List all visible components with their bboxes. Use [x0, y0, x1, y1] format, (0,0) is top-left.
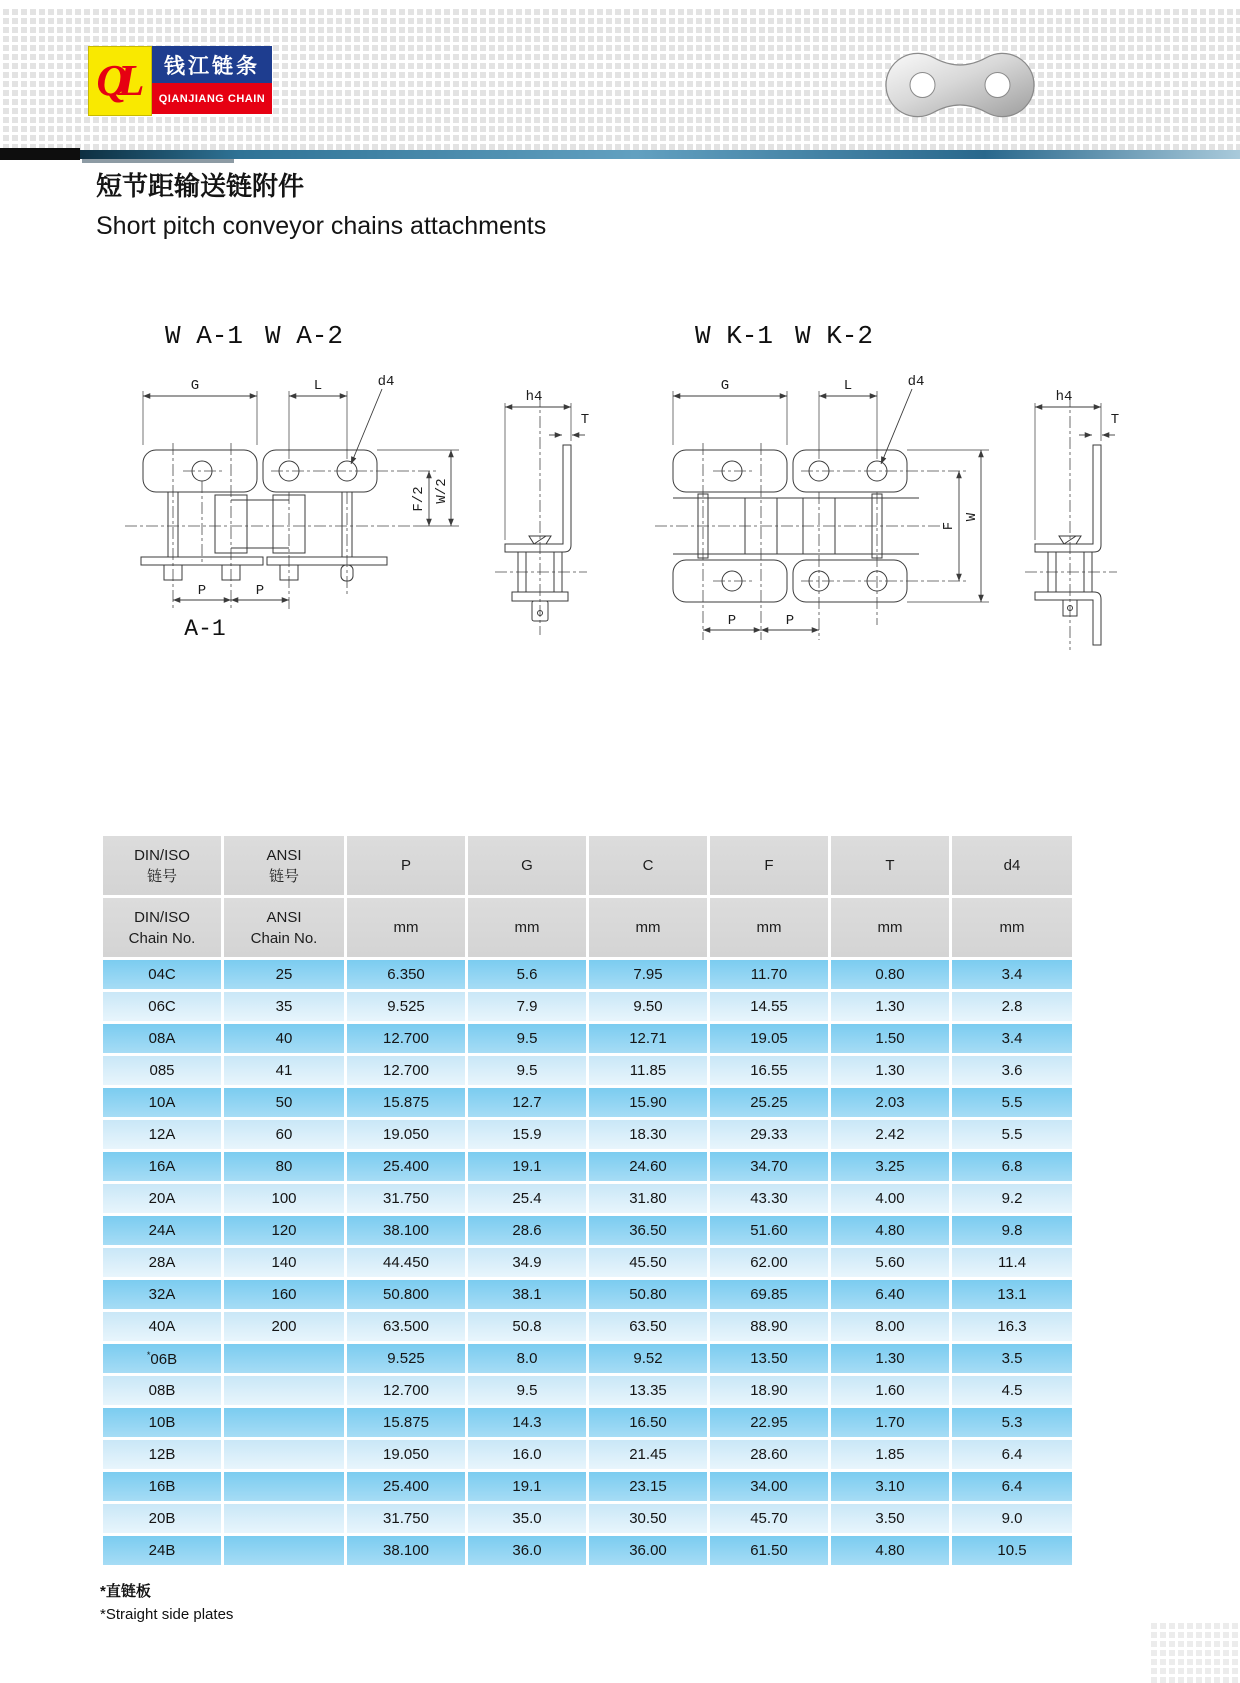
table-cell: 24B — [103, 1536, 221, 1565]
dim-w2: W/2 — [434, 478, 450, 504]
table-cell: 10A — [103, 1088, 221, 1117]
table-cell: 12B — [103, 1440, 221, 1469]
table-cell: 31.80 — [589, 1184, 707, 1213]
table-cell: 4.00 — [831, 1184, 949, 1213]
table-header-cell: DIN/ISO 链号 — [103, 836, 221, 895]
table-cell: 10B — [103, 1408, 221, 1437]
table-cell: 51.60 — [710, 1216, 828, 1245]
table-cell: 5.5 — [952, 1088, 1072, 1117]
table-cell: 3.10 — [831, 1472, 949, 1501]
dim-l: L — [313, 378, 323, 394]
table-cell: 40A — [103, 1312, 221, 1341]
dim-l: L — [843, 378, 853, 394]
brand-name-cn: 钱江链条 — [152, 46, 272, 83]
footnote-en: *Straight side plates — [100, 1606, 234, 1623]
dim-h4: h4 — [525, 389, 543, 405]
table-cell: 2.03 — [831, 1088, 949, 1117]
link-plate-hole-left — [910, 73, 935, 98]
table-cell: 0.80 — [831, 960, 949, 989]
link-plate-shape — [886, 53, 1034, 116]
table-cell — [224, 1472, 344, 1501]
table-cell: 11.85 — [589, 1056, 707, 1085]
table-cell: 13.1 — [952, 1280, 1072, 1309]
table-cell: 28.6 — [468, 1216, 586, 1245]
table-cell: 2.8 — [952, 992, 1072, 1021]
table-cell: 50.8 — [468, 1312, 586, 1341]
table-cell: 34.70 — [710, 1152, 828, 1181]
table-cell: 5.60 — [831, 1248, 949, 1277]
black-divider-segment — [0, 148, 80, 160]
table-cell: 38.1 — [468, 1280, 586, 1309]
table-row — [103, 1216, 1072, 1245]
table-cell: 32A — [103, 1280, 221, 1309]
wa2-label: W A-2 — [265, 321, 344, 351]
table-cell: 25.4 — [468, 1184, 586, 1213]
brand-logo — [88, 46, 272, 116]
table-cell — [224, 1536, 344, 1565]
table-cell: 1.30 — [831, 1056, 949, 1085]
table-row — [103, 1344, 1072, 1373]
table-cell: 9.2 — [952, 1184, 1072, 1213]
table-cell: 6.40 — [831, 1280, 949, 1309]
table-cell: 38.100 — [347, 1536, 465, 1565]
page-title-en: Short pitch conveyor chains attachments — [96, 212, 547, 240]
table-cell: 19.050 — [347, 1120, 465, 1149]
table-cell: 31.750 — [347, 1504, 465, 1533]
logo-text-block — [152, 46, 272, 116]
table-header-cell: P — [347, 836, 465, 895]
table-cell: 28A — [103, 1248, 221, 1277]
table-header-row — [103, 836, 1072, 895]
table-cell: 04C — [103, 960, 221, 989]
table-cell: 45.50 — [589, 1248, 707, 1277]
table-cell: 3.4 — [952, 960, 1072, 989]
table-cell: 19.1 — [468, 1152, 586, 1181]
table-cell: 13.35 — [589, 1376, 707, 1405]
table-header-cell: mm — [589, 898, 707, 957]
a1-caption: A-1 — [184, 616, 226, 642]
table-row — [103, 1184, 1072, 1213]
table-cell: 9.52 — [589, 1344, 707, 1373]
table-row — [103, 1088, 1072, 1117]
table-cell: 16.55 — [710, 1056, 828, 1085]
table-cell: 6.350 — [347, 960, 465, 989]
table-cell: 4.80 — [831, 1536, 949, 1565]
table-header-cell: C — [589, 836, 707, 895]
table-header-cell: mm — [468, 898, 586, 957]
table-header-cell: mm — [952, 898, 1072, 957]
dim-f2: F/2 — [411, 486, 427, 512]
table-cell: 88.90 — [710, 1312, 828, 1341]
table-cell: 15.875 — [347, 1408, 465, 1437]
table-header-cell: ANSI 链号 — [224, 836, 344, 895]
table-cell: 1.85 — [831, 1440, 949, 1469]
spec-table-head — [103, 836, 1072, 957]
table-cell: 18.90 — [710, 1376, 828, 1405]
table-cell: 3.50 — [831, 1504, 949, 1533]
table-header-cell: G — [468, 836, 586, 895]
table-cell: 36.00 — [589, 1536, 707, 1565]
table-cell: 19.05 — [710, 1024, 828, 1053]
table-cell: 100 — [224, 1184, 344, 1213]
gray-divider-segment — [82, 159, 234, 163]
dim-p2: P — [255, 583, 265, 599]
dim-f: F — [941, 521, 957, 531]
table-cell: *06B — [103, 1344, 221, 1373]
table-cell: 6.8 — [952, 1152, 1072, 1181]
table-cell: 38.100 — [347, 1216, 465, 1245]
table-cell: 2.42 — [831, 1120, 949, 1149]
table-cell: 63.50 — [589, 1312, 707, 1341]
logo-monogram-box — [88, 46, 152, 116]
table-cell: 12.7 — [468, 1088, 586, 1117]
table-cell: 36.0 — [468, 1536, 586, 1565]
table-cell: 4.80 — [831, 1216, 949, 1245]
table-cell: 4.5 — [952, 1376, 1072, 1405]
table-cell: 25.25 — [710, 1088, 828, 1117]
table-cell: 9.525 — [347, 1344, 465, 1373]
table-cell: 19.050 — [347, 1440, 465, 1469]
table-cell: 15.90 — [589, 1088, 707, 1117]
table-cell: 3.6 — [952, 1056, 1072, 1085]
table-cell: 3.25 — [831, 1152, 949, 1181]
dim-p1: P — [197, 583, 207, 599]
table-cell: 9.525 — [347, 992, 465, 1021]
table-cell: 200 — [224, 1312, 344, 1341]
table-cell: 29.33 — [710, 1120, 828, 1149]
table-header-cell: F — [710, 836, 828, 895]
table-row — [103, 1376, 1072, 1405]
table-cell: 12.700 — [347, 1376, 465, 1405]
dotted-pattern-corner — [1148, 1620, 1240, 1683]
table-cell: 1.30 — [831, 1344, 949, 1373]
table-cell: 08B — [103, 1376, 221, 1405]
table-cell: 9.0 — [952, 1504, 1072, 1533]
table-cell: 7.95 — [589, 960, 707, 989]
attachment-drawings — [85, 295, 1155, 650]
table-row — [103, 1056, 1072, 1085]
table-cell: 60 — [224, 1120, 344, 1149]
table-cell: 24.60 — [589, 1152, 707, 1181]
table-row — [103, 960, 1072, 989]
table-cell — [224, 1376, 344, 1405]
table-cell: 14.55 — [710, 992, 828, 1021]
table-cell: 13.50 — [710, 1344, 828, 1373]
table-cell: 25.400 — [347, 1472, 465, 1501]
table-cell: 9.5 — [468, 1024, 586, 1053]
table-cell: 3.5 — [952, 1344, 1072, 1373]
table-cell: 11.4 — [952, 1248, 1072, 1277]
table-cell: 16.0 — [468, 1440, 586, 1469]
table-cell: 5.5 — [952, 1120, 1072, 1149]
table-cell: 35 — [224, 992, 344, 1021]
table-cell: 31.750 — [347, 1184, 465, 1213]
table-cell: 12.700 — [347, 1024, 465, 1053]
spec-table-body — [103, 960, 1072, 1565]
table-cell: 06C — [103, 992, 221, 1021]
page-title-cn: 短节距输送链附件 — [96, 171, 305, 201]
table-cell: 30.50 — [589, 1504, 707, 1533]
table-cell: 16B — [103, 1472, 221, 1501]
table-row — [103, 1152, 1072, 1181]
table-cell: 34.00 — [710, 1472, 828, 1501]
dim-d4: d4 — [907, 374, 925, 390]
table-cell: 5.6 — [468, 960, 586, 989]
wk-attachment-diagram — [655, 321, 1119, 650]
table-cell: 15.9 — [468, 1120, 586, 1149]
table-row — [103, 992, 1072, 1021]
table-cell: 12.71 — [589, 1024, 707, 1053]
table-cell: 20B — [103, 1504, 221, 1533]
table-cell: 120 — [224, 1216, 344, 1245]
table-cell: 35.0 — [468, 1504, 586, 1533]
brand-name-en: QIANJIANG CHAIN — [152, 83, 272, 114]
table-cell: 085 — [103, 1056, 221, 1085]
table-row — [103, 1408, 1072, 1437]
table-cell: 21.45 — [589, 1440, 707, 1469]
spec-table — [100, 833, 1075, 1568]
table-header-cell: DIN/ISO Chain No. — [103, 898, 221, 957]
table-cell — [224, 1504, 344, 1533]
dim-t: T — [1110, 412, 1120, 428]
table-cell: 34.9 — [468, 1248, 586, 1277]
table-cell: 63.500 — [347, 1312, 465, 1341]
table-header-cell: ANSI Chain No. — [224, 898, 344, 957]
table-cell: 1.50 — [831, 1024, 949, 1053]
table-cell: 69.85 — [710, 1280, 828, 1309]
table-cell: 50 — [224, 1088, 344, 1117]
table-cell: 1.60 — [831, 1376, 949, 1405]
dim-h4: h4 — [1055, 389, 1073, 405]
table-cell: 41 — [224, 1056, 344, 1085]
table-cell: 25.400 — [347, 1152, 465, 1181]
table-cell: 6.4 — [952, 1440, 1072, 1469]
wk2-label: W K-2 — [795, 321, 874, 351]
table-cell: 28.60 — [710, 1440, 828, 1469]
table-cell: 61.50 — [710, 1536, 828, 1565]
dim-g: G — [190, 378, 200, 394]
table-cell: 12.700 — [347, 1056, 465, 1085]
table-cell: 12A — [103, 1120, 221, 1149]
wa-attachment-diagram — [125, 321, 589, 642]
table-row — [103, 1504, 1072, 1533]
table-header-cell: mm — [710, 898, 828, 957]
table-cell: 7.9 — [468, 992, 586, 1021]
table-cell: 9.5 — [468, 1056, 586, 1085]
table-cell: 80 — [224, 1152, 344, 1181]
table-cell: 11.70 — [710, 960, 828, 989]
table-cell: 25 — [224, 960, 344, 989]
table-cell: 23.15 — [589, 1472, 707, 1501]
table-row — [103, 1024, 1072, 1053]
table-cell: 50.80 — [589, 1280, 707, 1309]
table-header-cell: d4 — [952, 836, 1072, 895]
table-cell: 43.30 — [710, 1184, 828, 1213]
table-cell: 9.50 — [589, 992, 707, 1021]
dim-g: G — [720, 378, 730, 394]
table-cell: 3.4 — [952, 1024, 1072, 1053]
table-cell: 18.30 — [589, 1120, 707, 1149]
table-cell: 1.30 — [831, 992, 949, 1021]
table-header-cell: mm — [347, 898, 465, 957]
table-cell: 8.0 — [468, 1344, 586, 1373]
table-cell: 44.450 — [347, 1248, 465, 1277]
table-header-row — [103, 898, 1072, 957]
table-cell: 62.00 — [710, 1248, 828, 1277]
chain-link-plate-image — [885, 46, 1035, 124]
table-cell: 45.70 — [710, 1504, 828, 1533]
table-cell: 22.95 — [710, 1408, 828, 1437]
table-cell — [224, 1440, 344, 1469]
table-cell: 08A — [103, 1024, 221, 1053]
table-cell: 8.00 — [831, 1312, 949, 1341]
table-cell: 9.8 — [952, 1216, 1072, 1245]
table-cell: 19.1 — [468, 1472, 586, 1501]
table-cell — [224, 1408, 344, 1437]
footnote-cn: *直链板 — [100, 1583, 151, 1600]
dim-p1: P — [727, 613, 737, 629]
dim-t: T — [580, 412, 590, 428]
table-cell: 15.875 — [347, 1088, 465, 1117]
dim-p2: P — [785, 613, 795, 629]
table-cell: 50.800 — [347, 1280, 465, 1309]
wa1-label: W A-1 — [165, 321, 244, 351]
table-row — [103, 1312, 1072, 1341]
wk1-label: W K-1 — [695, 321, 774, 351]
blue-divider-bar — [78, 150, 1240, 159]
table-cell: 140 — [224, 1248, 344, 1277]
table-cell: 40 — [224, 1024, 344, 1053]
table-cell: 36.50 — [589, 1216, 707, 1245]
footnotes — [100, 1580, 233, 1623]
table-row — [103, 1280, 1072, 1309]
table-cell: 24A — [103, 1216, 221, 1245]
dim-d4: d4 — [377, 374, 395, 390]
table-cell: 160 — [224, 1280, 344, 1309]
table-cell: 16.3 — [952, 1312, 1072, 1341]
table-cell: 1.70 — [831, 1408, 949, 1437]
wk-side-view — [1025, 389, 1119, 650]
link-plate-hole-right — [985, 73, 1010, 98]
table-row — [103, 1248, 1072, 1277]
wa-side-view — [495, 389, 589, 635]
table-cell: 9.5 — [468, 1376, 586, 1405]
table-cell: 20A — [103, 1184, 221, 1213]
table-cell: 6.4 — [952, 1472, 1072, 1501]
table-row — [103, 1536, 1072, 1565]
table-row — [103, 1472, 1072, 1501]
table-cell: 16A — [103, 1152, 221, 1181]
table-cell: 14.3 — [468, 1408, 586, 1437]
table-cell — [224, 1344, 344, 1373]
dim-w: W — [964, 512, 980, 522]
table-cell: 5.3 — [952, 1408, 1072, 1437]
logo-monogram: QL — [96, 56, 134, 105]
table-row — [103, 1440, 1072, 1469]
table-row — [103, 1120, 1072, 1149]
table-cell: 16.50 — [589, 1408, 707, 1437]
table-header-cell: T — [831, 836, 949, 895]
table-header-cell: mm — [831, 898, 949, 957]
page-title-block — [96, 166, 546, 241]
table-cell: 10.5 — [952, 1536, 1072, 1565]
